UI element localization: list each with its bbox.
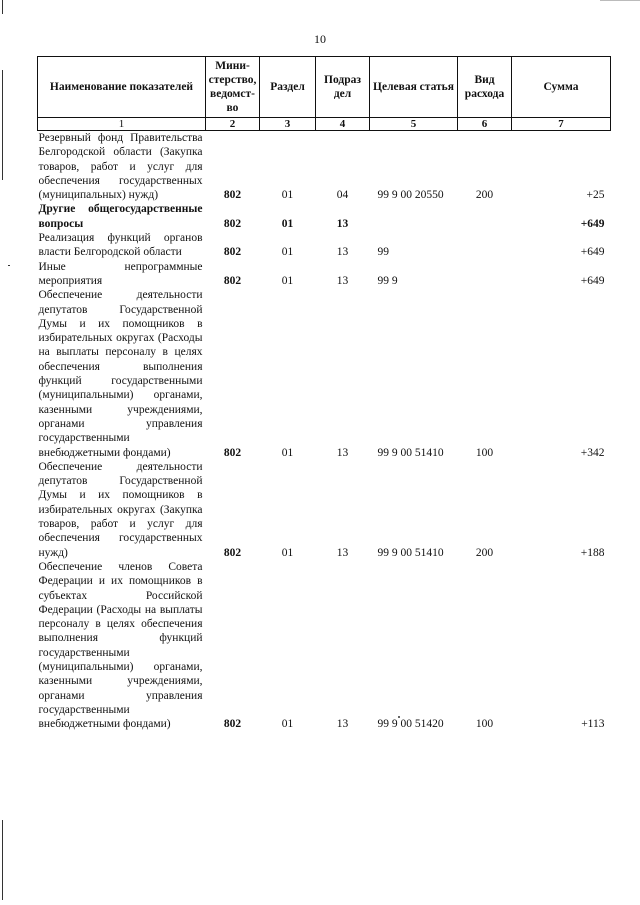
row-section: 01 — [281, 274, 294, 287]
row-name: Обеспечение членов Совета Федерации и их помощников в субъектах Российской Федерации (Расходы на выплаты персоналу в целях обеспечения выполнения функций государственными (муниципальными) органами, казенными учреждениями, органами управления государственными внебюджетными фондами) — [38, 560, 203, 731]
column-number: 6 — [458, 118, 512, 131]
row-name: Иные непрограммные мероприятия — [38, 260, 203, 287]
row-target: 99 9 00 20550 — [377, 189, 444, 202]
row-expense-type: 100 — [475, 718, 494, 731]
row-ministry: 802 — [223, 718, 242, 731]
row-section: 01 — [281, 217, 294, 230]
header-ministry: Мини-стерство, ведомст-во — [206, 57, 260, 118]
row-section: 01 — [281, 189, 294, 202]
row-target — [370, 202, 458, 231]
row-amount: +649 — [580, 246, 605, 259]
row-expense-type: 200 — [475, 546, 494, 559]
row-name: Обеспечение деятельности депутатов Государственной Думы и их помощников в избирательных округах (Расходы на выплаты персоналу в целях обеспечения выполнения функций государственными (муниципальными) органами, казенными учреждениями, органами управления государственными внебюджетными фондами) — [38, 289, 203, 459]
header-name: Наименование показателей — [38, 57, 206, 118]
scan-edge-mark — [2, 0, 3, 14]
row-ministry: 802 — [223, 189, 242, 202]
table-body — [38, 131, 611, 732]
row-amount: +342 — [580, 446, 605, 459]
column-number-row — [38, 118, 611, 131]
row-name: Другие общегосударственные вопросы — [38, 203, 203, 230]
row-section: 01 — [281, 246, 294, 259]
row-subsection: 13 — [336, 274, 349, 287]
table-row — [38, 288, 611, 460]
row-expense-type — [458, 260, 512, 289]
column-number: 3 — [260, 118, 316, 131]
row-target: 99 9 00 51410 — [377, 546, 444, 559]
table-row — [38, 560, 611, 732]
row-target: 99 9 — [377, 274, 398, 287]
table-row — [38, 202, 611, 231]
row-ministry: 802 — [223, 546, 242, 559]
row-subsection: 13 — [336, 246, 349, 259]
row-amount: +113 — [581, 718, 605, 731]
row-amount: +649 — [580, 274, 605, 287]
row-amount: +25 — [586, 189, 605, 202]
row-ministry: 802 — [223, 217, 242, 230]
header-section: Раздел — [260, 57, 316, 118]
header-expense-type: Вид расхода — [458, 57, 512, 118]
header-target: Целевая статья — [370, 57, 458, 118]
header-subsection: Подраз дел — [316, 57, 370, 118]
row-name: Реализация функций органов власти Белгородской области — [38, 232, 203, 259]
row-subsection: 04 — [336, 189, 349, 202]
row-expense-type — [458, 202, 512, 231]
row-target: 99 9 00 51420 — [377, 718, 444, 731]
row-ministry: 802 — [223, 246, 242, 259]
table-row — [38, 231, 611, 260]
column-number: 2 — [206, 118, 260, 131]
row-ministry: 802 — [223, 274, 242, 287]
table-header-row — [38, 57, 611, 118]
budget-table — [37, 56, 611, 731]
row-expense-type: 200 — [475, 189, 494, 202]
row-expense-type — [458, 231, 512, 260]
row-section: 01 — [281, 718, 294, 731]
row-subsection: 13 — [336, 217, 349, 230]
column-number: 7 — [512, 118, 611, 131]
column-number: 4 — [316, 118, 370, 131]
scan-edge-mark — [2, 820, 3, 900]
table-row — [38, 131, 611, 203]
scan-speck — [8, 265, 10, 266]
row-expense-type: 100 — [475, 446, 494, 459]
row-subsection: 13 — [336, 446, 349, 459]
row-section: 01 — [281, 546, 294, 559]
row-ministry: 802 — [223, 446, 242, 459]
row-section: 01 — [281, 446, 294, 459]
column-number: 1 — [38, 118, 206, 131]
row-subsection: 13 — [336, 546, 349, 559]
table-row — [38, 260, 611, 289]
row-amount: +188 — [580, 546, 605, 559]
row-target: 99 9 00 51410 — [377, 446, 444, 459]
page-number: 10 — [314, 32, 326, 46]
header-amount: Сумма — [512, 57, 611, 118]
row-name: Обеспечение деятельности депутатов Государственной Думы и их помощников в избирательных округах (Закупка товаров, работ и услуг для обеспечения государственных нужд) — [38, 460, 203, 559]
row-target: 99 — [377, 246, 389, 259]
column-number: 5 — [370, 118, 458, 131]
row-amount: +649 — [580, 217, 605, 230]
scan-edge-mark — [2, 70, 3, 180]
scan-edge-mark — [600, 0, 640, 1]
row-subsection: 13 — [336, 718, 349, 731]
row-name: Резервный фонд Правительства Белгородской области (Закупка товаров, работ и услуг для обеспечения государственных (муниципальных) нужд) — [38, 132, 203, 202]
table-row — [38, 460, 611, 560]
